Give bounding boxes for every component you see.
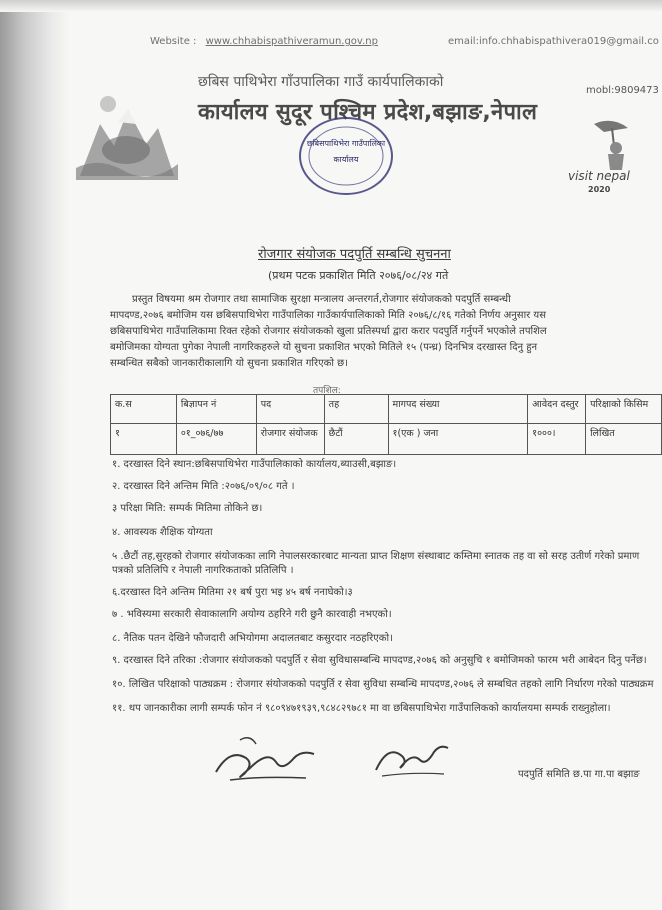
table-cell: ०१_०७६/७७ [176, 424, 256, 455]
table-caption: तपशिल: [313, 386, 341, 396]
visit-nepal-logo [564, 118, 654, 196]
list-item: ८. नैतिक पतन देखिने फौजदारी अभियोगमा अदालतबाट कसुरदार नठहरिएको। [112, 633, 393, 644]
list-item: ६.दरखास्त दिने अन्तिम मितिमा २१ बर्ष पुरा भइ ४५ बर्ष ननाघेको।३ [112, 587, 353, 598]
mobile-text: mobl:9809473 [586, 85, 659, 96]
table-header-cell: तह [324, 395, 388, 424]
paragraph-line: बमोजिमका योग्यता पुगेका नेपाली नागरिकहरुले यो सुचना प्रकाशित भएको मितिले १५ (पन्ध्र) दिनभित्र दरखास्त दिनु हुन [110, 342, 538, 353]
list-item: १०. लिखित परिक्षाको पाठ्यक्रम : रोजगार संयोजकको पदपुर्ति र सेवा सुविधा सम्बन्धि मापदण्ड,२०७६ ले सम्बधित तहको लागि निर्धारण गरेको पाठ्यक्रम [112, 679, 654, 690]
notice-title: रोजगार संयोजक पदपुर्ति सम्बन्धि सुचनना [258, 247, 451, 262]
website-label: Website : [150, 36, 197, 47]
table-row [111, 424, 662, 455]
table-cell: १०००। [528, 424, 586, 455]
notice-subtitle: (प्रथम पटक प्रकाशित मिति २०७६/०८/२४ गते [268, 269, 449, 282]
list-item: १. दरखास्त दिने स्थान:छबिसपाथिभेरा गाउँपालिकाको कार्यालय,ब्याउसी,बझाङ। [112, 459, 397, 470]
paragraph-line: मापदण्ड,२०७६ बमोजिम यस छबिसपाथिभेरा गाउँपालिका गाउँकार्यपालिकाको मिति २०७६/८/१६ गतेको निर्णय अनुसार यस [110, 310, 546, 321]
table-header-cell: क.स [111, 395, 177, 424]
list-item: ४. आवस्यक शैक्षिक योग्यता [112, 527, 213, 538]
list-item: ५ .छैटौं तह,सुरहको रोजगार संयोजकका लागि नेपालसरकारबाट मान्यता प्राप्त शिक्षण संस्थाबाट कम्तिमा स्नातक तह वा सो सरह उतीर्ण गरेको प्रमाण [112, 551, 640, 562]
list-item: ७ . भविस्यमा सरकारी सेवाकालागि अयोग्य ठहरिने गरी छुनै कारवाही नभएको। [112, 609, 392, 620]
visit-logo-year: 2020 [588, 185, 611, 194]
visit-logo-text: visit nepal [568, 169, 630, 183]
table-cell: १(एक ) जना [388, 424, 528, 455]
list-item: २. दरखास्त दिने अन्तिम मिति :२०७६/०९/०८ गते । [112, 481, 295, 492]
website-line [150, 36, 378, 47]
list-item: ३ परिक्षा मिति: सम्पर्क मितिमा तोकिने छ। [112, 503, 263, 514]
email-text: email:info.chhabispathivera019@gmail.co [448, 36, 659, 47]
stamp-text: छबिसपाथिभेरा गाउँपालिका [306, 139, 386, 148]
table-header-cell: बिज्ञापन नं [176, 395, 256, 424]
paragraph-line: छबिसपाथिभेरा गाउँपालिकामा रिक्त रहेको रोजगार संयोजकको खुला प्रतिस्पर्धा द्वारा करार पदपुर्ति गर्नुपर्ने भएकोले तपशिल [110, 326, 547, 337]
list-item: पत्रको प्रतिलिपि र नेपाली नागरिकताको प्रतिलिपि । [112, 565, 294, 576]
table-header-row [111, 395, 662, 424]
table-header-cell: परिक्षाको किसिम [586, 395, 662, 424]
website-url: www.chhabispathiveramun.gov.np [205, 36, 378, 47]
table-header-cell: पद [256, 395, 324, 424]
scan-edge-shadow [0, 0, 70, 910]
table-cell: छैटौं [324, 424, 388, 455]
notice-paragraph [110, 292, 662, 372]
table-header-cell: आवेदन दस्तुर [528, 395, 586, 424]
list-item: ९. दरखास्त दिने तरिका :रोजगार संयोजकको पदपुर्ति र सेवा सुविधासम्बन्धि मापदण्ड,२०७६ को अनुसुचि १ बमोजिमको फारम भरी आबेदन दिनु पर्नेछ। [112, 655, 647, 666]
table-cell: लिखित [586, 424, 662, 455]
paragraph-line: सम्बन्धित सबैको जानकारीकालागि यो सुचना प्रकाशित गरिएको छ। [110, 358, 348, 369]
committee-signature-label: पदपुर्ति समिति छ.पा गा.पा बझाङ [518, 769, 640, 780]
signature-2-icon [372, 734, 452, 782]
table-cell: रोजगार संयोजक [256, 424, 324, 455]
list-item: ११. थप जानकारीका लागी सम्पर्क फोन नं ९८०९४७१९३९,९८४८२९७८१ मा वा छबिसपाथिभेरा गाउँपालिकको कार्यालयमा सम्पर्क राख्नुहोला। [112, 703, 611, 714]
table-header-cell: मागपद संख्या [388, 395, 528, 424]
paragraph-line: प्रस्तुत विषयमा श्रम रोजगार तथा सामाजिक सुरक्षा मन्त्रालय अन्तरगर्त,रोजगार संयोजकको पदपुर्ति सम्बन्धी [132, 294, 511, 305]
office-name-line1: छबिस पाथिभेरा गाँउपालिका गाउँ कार्यपालिकाको [198, 74, 444, 90]
signature-1-icon [210, 728, 322, 786]
office-name-line2: कार्यालय सुदूर पश्चिम प्रदेश,बझाङ,नेपाल [198, 100, 538, 125]
stamp-subtext: कार्यालय [333, 155, 359, 164]
vacancy-table [110, 394, 662, 455]
nepal-emblem-icon [70, 88, 182, 184]
table-cell: १ [111, 424, 177, 455]
office-stamp-icon [296, 114, 396, 198]
scan-top-strip [0, 0, 662, 12]
